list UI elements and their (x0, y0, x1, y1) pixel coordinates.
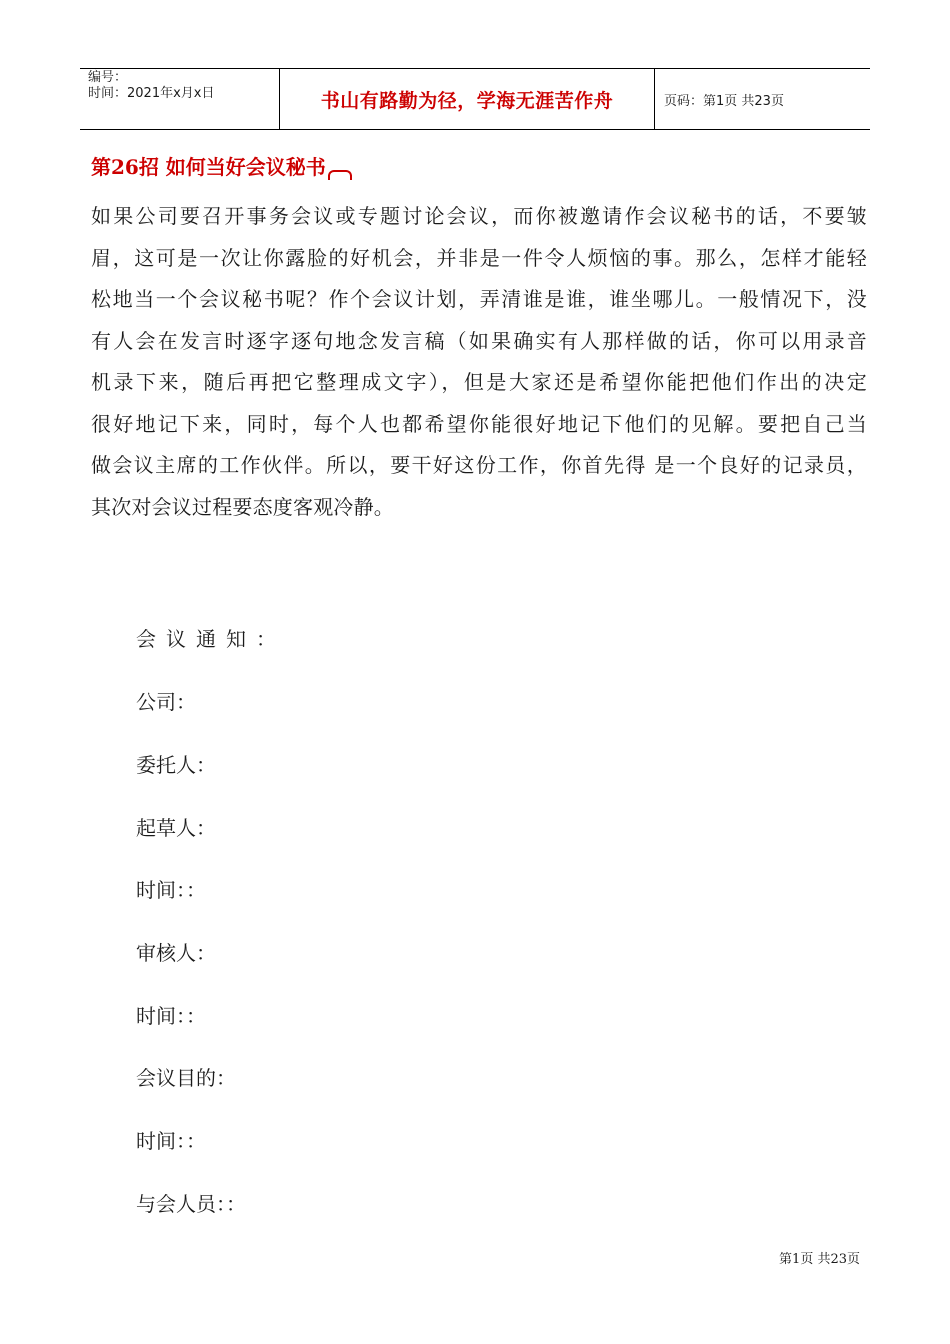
document-title (91, 151, 352, 180)
page-header (80, 68, 870, 130)
reviewer-field-label: 审核人： (136, 941, 216, 965)
title-mark-icon (328, 170, 352, 180)
client-field-label: 委托人： (136, 753, 216, 777)
paragraph-line: 其次对会议过程要态度客观冷静。 (91, 494, 394, 519)
time-field-label: 时间：： (136, 878, 206, 902)
attendees-field-label: 与会人员：： (136, 1192, 246, 1216)
company-field-label: 公司： (136, 690, 196, 714)
header-meta (80, 69, 280, 129)
purpose-field-label: 会议目的： (136, 1066, 236, 1090)
paragraph-line: 如果公司要召开事务会议或专题讨论会议，而你被邀请作会议秘书的话，不要皱 (91, 204, 867, 228)
header-page-info: 页码：第1页 共23页 (664, 93, 784, 109)
drafter-field-label: 起草人： (136, 816, 216, 840)
paragraph-line: 很好地记下来，同时，每个人也都希望你能很好地记下他们的见解。要把自己当 (91, 411, 867, 436)
header-code-label: 编号： (88, 70, 128, 85)
page-footer: 第1页 共23页 (779, 1252, 860, 1267)
paragraph-line: 有人会在发言时逐字逐句地念发言稿（如果确实有人那样做的话，你可以用录音 (91, 328, 867, 353)
time-field-label: 时间：： (136, 1129, 206, 1153)
paragraph-line: 眉，这可是一次让你露脸的好机会，并非是一件令人烦恼的事。那么，怎样才能轻 (91, 245, 867, 270)
header-date: 时间：2021年x月x日 (88, 86, 215, 101)
header-motto: 书山有路勤为径，学海无涯苦作舟 (280, 69, 655, 129)
paragraph-line: 机录下来，随后再把它整理成文字），但是大家还是希望你能把他们作出的决定 (91, 370, 867, 394)
paragraph-line: 松地当一个会议秘书呢？作个会议计划，弄清谁是谁，谁坐哪儿。一般情况下，没 (91, 287, 867, 311)
time-field-label: 时间：： (136, 1004, 206, 1028)
intro-paragraph (91, 196, 867, 528)
paragraph-line: 做会议主席的工作伙伴。所以，要干好这份工作，你首先得 是一个良好的记录员， (91, 453, 867, 477)
document-title-text: 第26招 如何当好会议秘书 (91, 155, 326, 179)
meeting-notice-heading: 会议通知： (136, 627, 286, 651)
